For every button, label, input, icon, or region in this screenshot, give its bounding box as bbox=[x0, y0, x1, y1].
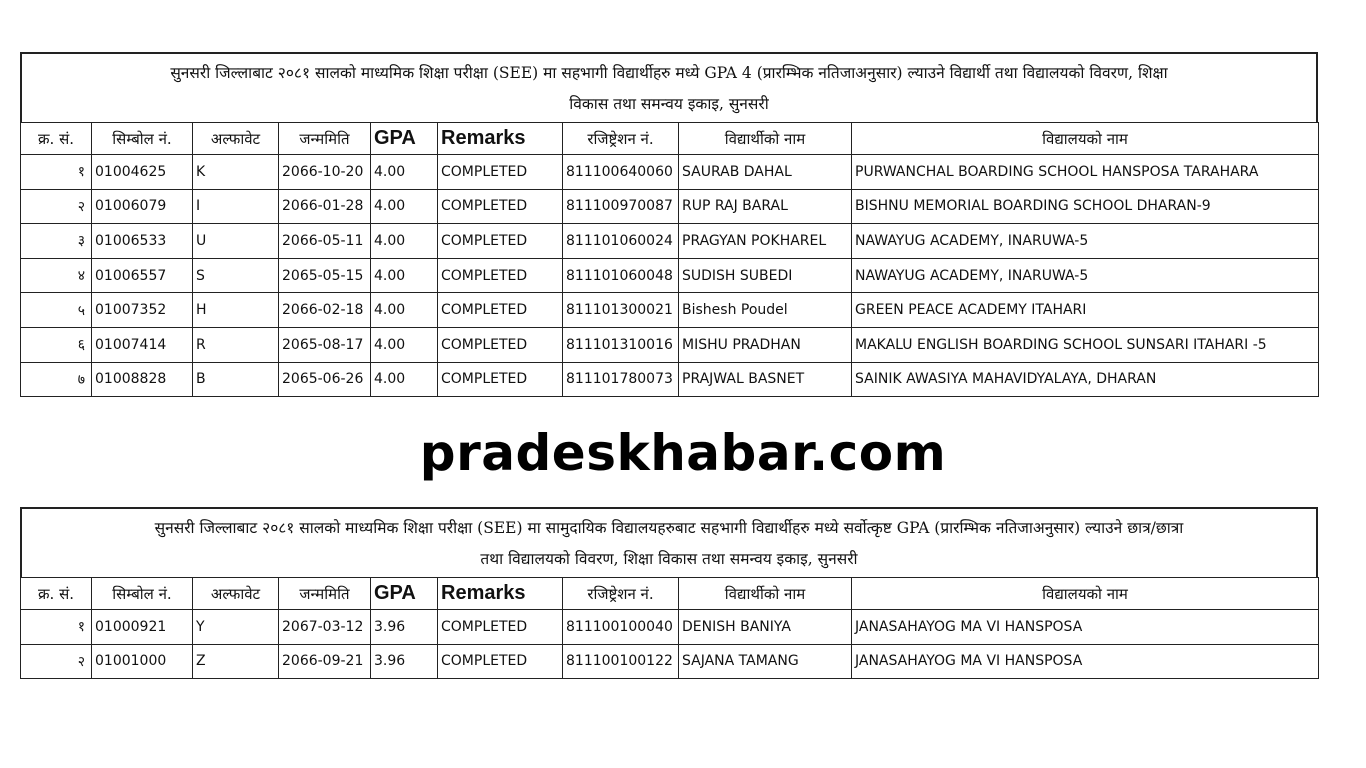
cell-gpa: 4.00 bbox=[371, 224, 438, 259]
cell-alphabet: B bbox=[193, 362, 279, 397]
cell-dob: 2066-09-21 bbox=[279, 644, 371, 679]
cell-registration: 811100640060 bbox=[563, 155, 679, 190]
cell-school-name: MAKALU ENGLISH BOARDING SCHOOL SUNSARI ITAHARI -5 bbox=[852, 327, 1319, 362]
header-remarks: Remarks bbox=[438, 123, 563, 155]
cell-remarks: COMPLETED bbox=[438, 258, 563, 293]
cell-symbol: 01008828 bbox=[92, 362, 193, 397]
header-sn: क्र. सं. bbox=[21, 123, 92, 155]
header-gpa: GPA bbox=[371, 123, 438, 155]
cell-dob: 2065-06-26 bbox=[279, 362, 371, 397]
header-student-name: विद्यार्थीको नाम bbox=[679, 578, 852, 610]
cell-symbol: 01007414 bbox=[92, 327, 193, 362]
cell-symbol: 01007352 bbox=[92, 293, 193, 328]
cell-registration: 811101310016 bbox=[563, 327, 679, 362]
cell-sn: ५ bbox=[21, 293, 92, 328]
cell-symbol: 01000921 bbox=[92, 610, 193, 645]
table-row bbox=[21, 327, 1319, 362]
cell-registration: 811101300021 bbox=[563, 293, 679, 328]
table-header-row bbox=[21, 578, 1319, 610]
cell-student-name: PRAJWAL BASNET bbox=[679, 362, 852, 397]
header-symbol: सिम्बोल नं. bbox=[92, 123, 193, 155]
cell-dob: 2066-02-18 bbox=[279, 293, 371, 328]
cell-symbol: 01006533 bbox=[92, 224, 193, 259]
header-dob: जन्ममिति bbox=[279, 123, 371, 155]
header-registration: रजिष्ट्रेशन नं. bbox=[563, 578, 679, 610]
cell-registration: 811100100122 bbox=[563, 644, 679, 679]
cell-school-name: SAINIK AWASIYA MAHAVIDYALAYA, DHARAN bbox=[852, 362, 1319, 397]
gpa4-results-table bbox=[20, 122, 1319, 397]
header-registration: रजिष्ट्रेशन नं. bbox=[563, 123, 679, 155]
cell-gpa: 4.00 bbox=[371, 189, 438, 224]
table-row bbox=[21, 362, 1319, 397]
cell-sn: १ bbox=[21, 610, 92, 645]
cell-remarks: COMPLETED bbox=[438, 644, 563, 679]
cell-gpa: 3.96 bbox=[371, 644, 438, 679]
cell-student-name: SUDISH SUBEDI bbox=[679, 258, 852, 293]
cell-school-name: NAWAYUG ACADEMY, INARUWA-5 bbox=[852, 224, 1319, 259]
cell-student-name: RUP RAJ BARAL bbox=[679, 189, 852, 224]
cell-dob: 2066-05-11 bbox=[279, 224, 371, 259]
cell-remarks: COMPLETED bbox=[438, 189, 563, 224]
cell-symbol: 01004625 bbox=[92, 155, 193, 190]
cell-alphabet: H bbox=[193, 293, 279, 328]
cell-dob: 2065-05-15 bbox=[279, 258, 371, 293]
cell-alphabet: I bbox=[193, 189, 279, 224]
cell-gpa: 4.00 bbox=[371, 293, 438, 328]
cell-student-name: MISHU PRADHAN bbox=[679, 327, 852, 362]
header-school-name: विद्यालयको नाम bbox=[852, 123, 1319, 155]
table-header-row bbox=[21, 123, 1319, 155]
gpa4-title-line2: विकास तथा समन्वय इकाइ, सुनसरी bbox=[569, 95, 769, 113]
cell-registration: 811101060048 bbox=[563, 258, 679, 293]
table-row bbox=[21, 610, 1319, 645]
cell-symbol: 01001000 bbox=[92, 644, 193, 679]
cell-registration: 811101060024 bbox=[563, 224, 679, 259]
header-student-name: विद्यार्थीको नाम bbox=[679, 123, 852, 155]
gpa4-results-block bbox=[20, 52, 1318, 397]
cell-sn: ६ bbox=[21, 327, 92, 362]
cell-registration: 811100970087 bbox=[563, 189, 679, 224]
cell-student-name: SAJANA TAMANG bbox=[679, 644, 852, 679]
cell-sn: २ bbox=[21, 644, 92, 679]
cell-sn: ७ bbox=[21, 362, 92, 397]
cell-dob: 2066-10-20 bbox=[279, 155, 371, 190]
cell-alphabet: R bbox=[193, 327, 279, 362]
community-school-results-block bbox=[20, 507, 1318, 679]
cell-student-name: SAURAB DAHAL bbox=[679, 155, 852, 190]
cell-school-name: PURWANCHAL BOARDING SCHOOL HANSPOSA TARAHARA bbox=[852, 155, 1319, 190]
cell-gpa: 4.00 bbox=[371, 327, 438, 362]
cell-gpa: 3.96 bbox=[371, 610, 438, 645]
cell-school-name: GREEN PEACE ACADEMY ITAHARI bbox=[852, 293, 1319, 328]
cell-sn: २ bbox=[21, 189, 92, 224]
header-sn: क्र. सं. bbox=[21, 578, 92, 610]
cell-dob: 2065-08-17 bbox=[279, 327, 371, 362]
cell-remarks: COMPLETED bbox=[438, 293, 563, 328]
cell-remarks: COMPLETED bbox=[438, 155, 563, 190]
cell-student-name: Bishesh Poudel bbox=[679, 293, 852, 328]
header-alphabet: अल्फावेट bbox=[193, 123, 279, 155]
cell-registration: 811101780073 bbox=[563, 362, 679, 397]
header-remarks: Remarks bbox=[438, 578, 563, 610]
community-table-title bbox=[20, 507, 1318, 577]
community-title-line2: तथा विद्यालयको विवरण, शिक्षा विकास तथा समन्वय इकाइ, सुनसरी bbox=[480, 550, 858, 568]
cell-gpa: 4.00 bbox=[371, 362, 438, 397]
cell-sn: ४ bbox=[21, 258, 92, 293]
header-symbol: सिम्बोल नं. bbox=[92, 578, 193, 610]
header-dob: जन्ममिति bbox=[279, 578, 371, 610]
cell-remarks: COMPLETED bbox=[438, 327, 563, 362]
cell-remarks: COMPLETED bbox=[438, 362, 563, 397]
header-gpa: GPA bbox=[371, 578, 438, 610]
cell-remarks: COMPLETED bbox=[438, 224, 563, 259]
cell-registration: 811100100040 bbox=[563, 610, 679, 645]
cell-school-name: JANASAHAYOG MA VI HANSPOSA bbox=[852, 610, 1319, 645]
cell-dob: 2066-01-28 bbox=[279, 189, 371, 224]
cell-alphabet: S bbox=[193, 258, 279, 293]
table-row bbox=[21, 258, 1319, 293]
cell-symbol: 01006079 bbox=[92, 189, 193, 224]
cell-school-name: JANASAHAYOG MA VI HANSPOSA bbox=[852, 644, 1319, 679]
table-row bbox=[21, 189, 1319, 224]
cell-sn: १ bbox=[21, 155, 92, 190]
table-row bbox=[21, 155, 1319, 190]
cell-gpa: 4.00 bbox=[371, 155, 438, 190]
cell-sn: ३ bbox=[21, 224, 92, 259]
cell-school-name: BISHNU MEMORIAL BOARDING SCHOOL DHARAN-9 bbox=[852, 189, 1319, 224]
table-row bbox=[21, 293, 1319, 328]
cell-remarks: COMPLETED bbox=[438, 610, 563, 645]
community-results-table bbox=[20, 577, 1319, 679]
header-school-name: विद्यालयको नाम bbox=[852, 578, 1319, 610]
table-row bbox=[21, 224, 1319, 259]
header-alphabet: अल्फावेट bbox=[193, 578, 279, 610]
cell-alphabet: U bbox=[193, 224, 279, 259]
cell-school-name: NAWAYUG ACADEMY, INARUWA-5 bbox=[852, 258, 1319, 293]
gpa4-title-line1: सुनसरी जिल्लाबाट २०८१ सालको माध्यमिक शिक्षा परीक्षा (SEE) मा सहभागी विद्यार्थीहरु मध्ये GPA 4 (प्रारम्भिक नतिजाअनुसार) ल्याउने विद्यार्थी तथा विद्यालयको विवरण, शिक्षा bbox=[170, 64, 1168, 82]
gpa4-table-title bbox=[20, 52, 1318, 122]
cell-student-name: PRAGYAN POKHAREL bbox=[679, 224, 852, 259]
cell-alphabet: K bbox=[193, 155, 279, 190]
cell-dob: 2067-03-12 bbox=[279, 610, 371, 645]
cell-gpa: 4.00 bbox=[371, 258, 438, 293]
table-row bbox=[21, 644, 1319, 679]
cell-alphabet: Z bbox=[193, 644, 279, 679]
cell-symbol: 01006557 bbox=[92, 258, 193, 293]
cell-student-name: DENISH BANIYA bbox=[679, 610, 852, 645]
cell-alphabet: Y bbox=[193, 610, 279, 645]
community-title-line1: सुनसरी जिल्लाबाट २०८१ सालको माध्यमिक शिक्षा परीक्षा (SEE) मा सामुदायिक विद्यालयहरुबाट सहभागी विद्यार्थीहरु मध्ये सर्वोत्कृष्ट GPA (प्रारम्भिक नतिजाअनुसार) ल्याउने छात्र/छात्रा bbox=[154, 519, 1184, 537]
site-watermark: pradeskhabar.com bbox=[419, 424, 947, 482]
